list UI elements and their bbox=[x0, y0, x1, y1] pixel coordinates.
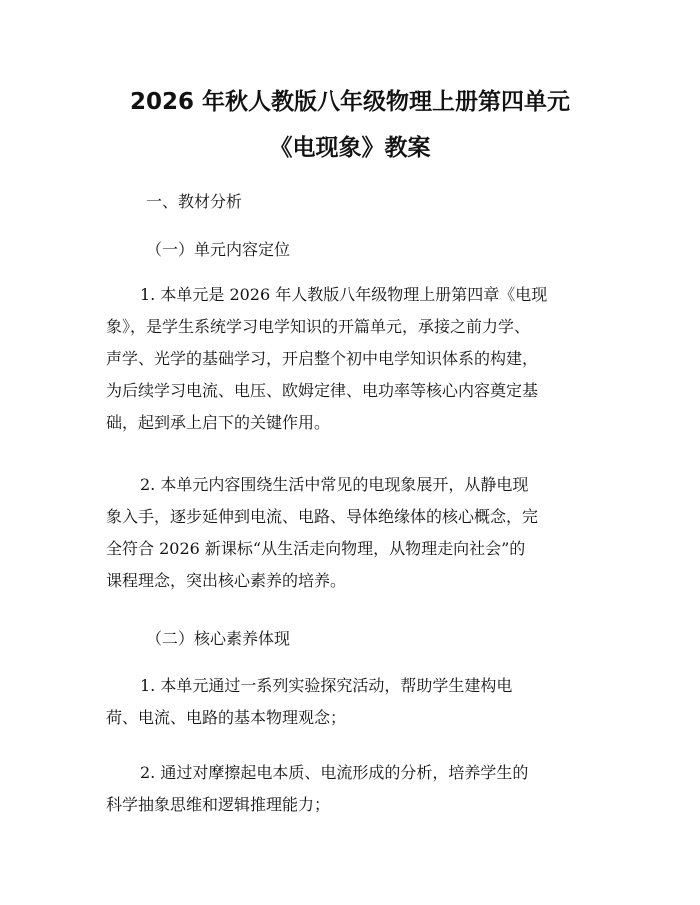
document-title-line-1: 2026 年秋人教版八年级物理上册第四单元 bbox=[129, 89, 571, 115]
paragraph-line: 声学、光学的基础学习，开启整个初中电学知识体系的构建， bbox=[106, 349, 539, 368]
section-heading-textbook-analysis: 一、教材分析 bbox=[146, 192, 243, 211]
paragraph-line: 象入手，逐步延伸到电流、电路、导体绝缘体的核心概念，完 bbox=[106, 507, 539, 526]
paragraph-line: 全符合 2026 新课标“从生活走向物理，从物理走向社会”的 bbox=[106, 539, 526, 558]
paragraph-line: 2. 本单元内容围绕生活中常见的电现象展开，从静电现 bbox=[140, 475, 529, 494]
paragraph-unit-positioning-1 bbox=[106, 279, 600, 439]
paragraph-core-literacy-1 bbox=[106, 670, 600, 734]
paragraph-line: 础，起到承上启下的关键作用。 bbox=[106, 413, 331, 432]
paragraph-line: 2. 通过对摩擦起电本质、电流形成的分析，培养学生的 bbox=[140, 763, 529, 782]
document-title-line-2: 《电现象》教案 bbox=[269, 135, 431, 161]
paragraph-line: 荷、电流、电路的基本物理观念； bbox=[106, 708, 347, 727]
subsection-heading-unit-positioning: （一）单元内容定位 bbox=[146, 240, 291, 259]
paragraph-line: 课程理念，突出核心素养的培养。 bbox=[106, 571, 347, 590]
paragraph-line: 1. 本单元是 2026 年人教版八年级物理上册第四章《电现 bbox=[140, 285, 548, 304]
paragraph-core-literacy-2 bbox=[106, 757, 600, 821]
subsection-heading-core-literacy: （二）核心素养体现 bbox=[146, 629, 291, 648]
paragraph-line: 科学抽象思维和逻辑推理能力； bbox=[106, 795, 331, 814]
paragraph-line: 为后续学习电流、电压、欧姆定律、电功率等核心内容奠定基 bbox=[106, 381, 539, 400]
paragraph-unit-positioning-2 bbox=[106, 469, 600, 597]
paragraph-line: 1. 本单元通过一系列实验探究活动，帮助学生建构电 bbox=[140, 676, 513, 695]
paragraph-line: 象》，是学生系统学习电学知识的开篇单元，承接之前力学、 bbox=[106, 317, 531, 336]
